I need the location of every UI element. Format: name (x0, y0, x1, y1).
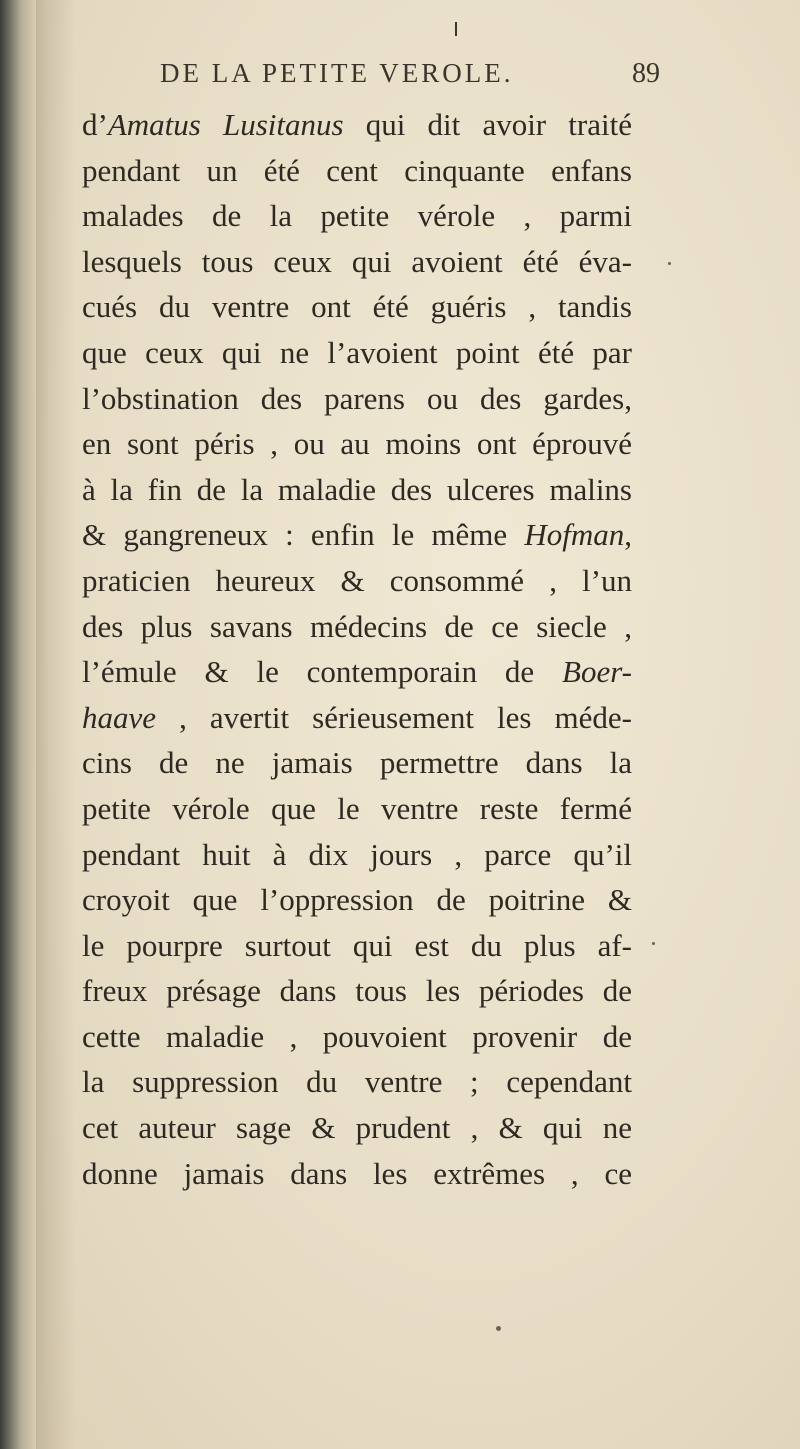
page-number: 89 (632, 58, 660, 89)
text-line: pendant huit à dix jours , parce qu’il (82, 836, 632, 872)
gutter-shadow (36, 0, 76, 1449)
text-line: malades de la petite vérole , parmi (82, 198, 632, 234)
text-line: à la fin de la maladie des ulceres malins (82, 471, 632, 507)
paper-speck (496, 1326, 501, 1331)
text-line: cins de ne jamais permettre dans la (82, 745, 632, 781)
text-line: le pourpre surtout qui est du plus af- (82, 927, 632, 963)
text-line: cet auteur sage & prudent , & qui ne (82, 1110, 632, 1146)
body-text (82, 102, 632, 1196)
text-line: haave , avertit sérieusement les méde- (82, 699, 632, 735)
text-line: croyoit que l’oppression de poitrine & (82, 882, 632, 918)
print-mark (455, 22, 457, 36)
paper-speck (668, 262, 671, 265)
text-line: cette maladie , pouvoient provenir de (82, 1018, 632, 1054)
text-line: des plus savans médecins de ce siecle , (82, 608, 632, 644)
text-line: cués du ventre ont été guéris , tandis (82, 289, 632, 325)
text-line: freux présage dans tous les périodes de (82, 973, 632, 1009)
text-line: en sont péris , ou au moins ont éprouvé (82, 426, 632, 462)
text-line: & gangreneux : enfin le même Hofman, (82, 517, 632, 553)
text-line: l’émule & le contemporain de Boer- (82, 654, 632, 690)
italic-term: Hofman (524, 517, 625, 553)
text-line: petite vérole que le ventre reste fermé (82, 790, 632, 826)
page-header (160, 54, 660, 100)
text-line: donne jamais dans les extrêmes , ce (82, 1155, 632, 1191)
text-line: d’Amatus Lusitanus qui dit avoir traité (82, 107, 632, 142)
text-line: lesquels tous ceux qui avoient été éva- (82, 243, 632, 279)
text-line: pendant un été cent cinquante enfans (82, 152, 632, 188)
italic-term: Amatus Lusitanus (107, 107, 344, 142)
paper-speck (652, 942, 655, 945)
text-line: la suppression du ventre ; cependant (82, 1064, 632, 1100)
running-title: DE LA PETITE VEROLE. (160, 58, 514, 88)
text-line: que ceux qui ne l’avoient point été par (82, 334, 632, 370)
italic-term: haave (82, 699, 157, 735)
text-line: praticien heureux & consommé , l’un (82, 562, 632, 598)
text-line: l’obstination des parens ou des gardes, (82, 380, 632, 416)
italic-term: Boer- (562, 654, 632, 690)
